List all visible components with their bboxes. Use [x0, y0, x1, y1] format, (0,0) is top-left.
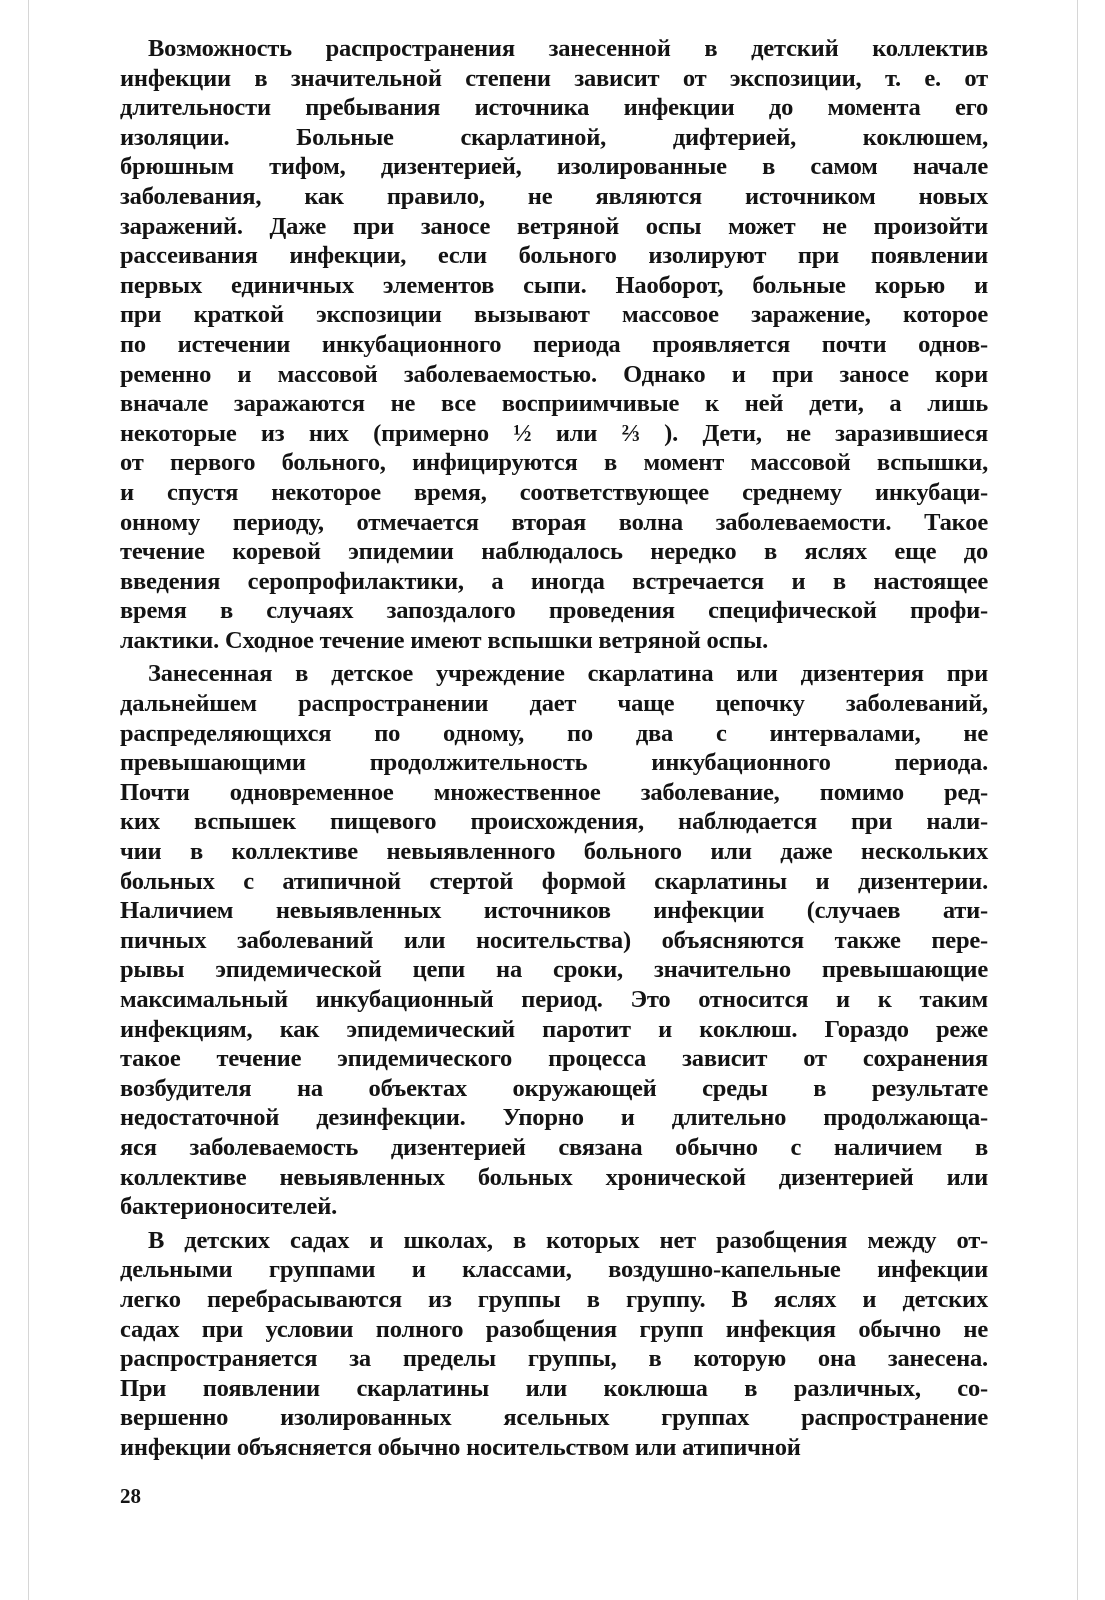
text-line: чии в коллективе невыявленного больного или даже нескольких — [120, 838, 988, 866]
page-edge-right — [1077, 0, 1078, 1600]
text-line: При появлении скарлатины или коклюша в различных, со- — [120, 1374, 988, 1402]
text-line: заболевания, как правило, не являются источником новых — [120, 182, 988, 210]
text-line: больных с атипичной стертой формой скарлатины и дизентерии. — [120, 867, 988, 895]
text-line: Почти одновременное множественное заболевание, помимо ред- — [120, 778, 988, 806]
text-line: вначале заражаются не все восприимчивые к ней дети, а лишь — [120, 390, 988, 418]
text-line: течение коревой эпидемии наблюдалось нередко в яслях еще до — [120, 538, 988, 566]
text-line: В детских садах и школах, в которых нет разобщения между от- — [148, 1226, 988, 1254]
text-line: пичных заболеваний или носительства) объясняются также пере- — [120, 926, 988, 954]
text-line: максимальный инкубационный период. Это относится и к таким — [120, 986, 988, 1013]
text-line: яся заболеваемость дизентерией связана обычно с наличием в — [120, 1133, 988, 1161]
text-line: Наличием невыявленных источников инфекции (случаев ати- — [120, 897, 988, 925]
text-line: инфекции в значительной степени зависит от экспозиции, т. е. от — [120, 64, 988, 92]
text-line: распределяющихся по одному, по два с интервалами, не — [120, 719, 988, 747]
text-line: инфекциям, как эпидемический паротит и коклюш. Гораздо реже — [120, 1015, 988, 1043]
text-line: первых единичных элементов сыпи. Наоборот, больные корью и — [120, 271, 988, 299]
paragraph — [120, 659, 988, 1221]
text-line: дельными группами и классами, воздушно-капельные инфекции — [120, 1256, 988, 1284]
text-line: распространяется за пределы группы, в которую она занесена. — [120, 1345, 988, 1373]
text-line: онному периоду, отмечается вторая волна заболеваемости. Такое — [120, 508, 988, 536]
text-line: такое течение эпидемического процесса зависит от сохранения — [120, 1045, 988, 1073]
text-line: инфекции объясняется обычно носительством или атипичной — [120, 1433, 801, 1461]
text-line: некоторые из них (примерно ½ или ⅔ ). Дети, не заразившиеся — [120, 419, 988, 447]
text-line: вершенно изолированных ясельных группах распространение — [120, 1404, 988, 1432]
paragraph — [120, 34, 988, 655]
page-edge-left — [28, 0, 29, 1600]
page-number: 28 — [120, 1484, 141, 1508]
text-line: дальнейшем распространении дает чаще цепочку заболеваний, — [120, 690, 988, 718]
text-line: бактерионосителей. — [120, 1193, 338, 1221]
text-line: брюшным тифом, дизентерией, изолированные в самом начале — [120, 153, 988, 181]
text-line: и спустя некоторое время, соответствующее среднему инкубаци- — [120, 478, 988, 506]
text-line: возбудителя на объектах окружающей среды в результате — [120, 1074, 988, 1102]
text-line: от первого больного, инфицируются в момент массовой вспышки, — [120, 449, 988, 477]
paragraph — [120, 1226, 988, 1463]
text-line: превышающими продолжительность инкубационного периода. — [120, 749, 988, 777]
text-line: по истечении инкубационного периода проявляется почти однов- — [120, 330, 988, 358]
text-line: коллективе невыявленных больных хронической дизентерией или — [120, 1163, 988, 1191]
text-line: лактики. Сходное течение имеют вспышки ветряной оспы. — [120, 626, 769, 654]
text-line: Возможность распространения занесенной в детский коллектив — [148, 35, 988, 62]
text-line: при краткой экспозиции вызывают массовое заражение, которое — [120, 301, 988, 329]
text-line: недостаточной дезинфекции. Упорно и длительно продолжающа- — [120, 1104, 988, 1132]
body-text — [120, 34, 988, 1467]
text-line: изоляции. Больные скарлатиной, дифтерией, коклюшем, — [120, 123, 988, 151]
text-line: садах при условии полного разобщения групп инфекция обычно не — [120, 1315, 988, 1343]
text-line: ременно и массовой заболеваемостью. Однако и при заносе кори — [120, 360, 988, 388]
text-line: ких вспышек пищевого происхождения, наблюдается при нали- — [120, 808, 988, 836]
text-line: легко перебрасываются из группы в группу. В яслях и детских — [120, 1285, 988, 1313]
text-line: рассеивания инфекции, если больного изолируют при появлении — [120, 242, 988, 270]
text-line: рывы эпидемической цепи на сроки, значительно превышающие — [120, 956, 988, 984]
text-line: Занесенная в детское учреждение скарлатина или дизентерия при — [148, 660, 988, 688]
text-line: введения серопрофилактики, а иногда встречается и в настоящее — [120, 567, 988, 595]
text-line: время в случаях запоздалого проведения специфической профи- — [120, 597, 988, 625]
text-line: длительности пребывания источника инфекции до момента его — [120, 94, 988, 122]
text-line: заражений. Даже при заносе ветряной оспы может не произойти — [120, 212, 988, 240]
